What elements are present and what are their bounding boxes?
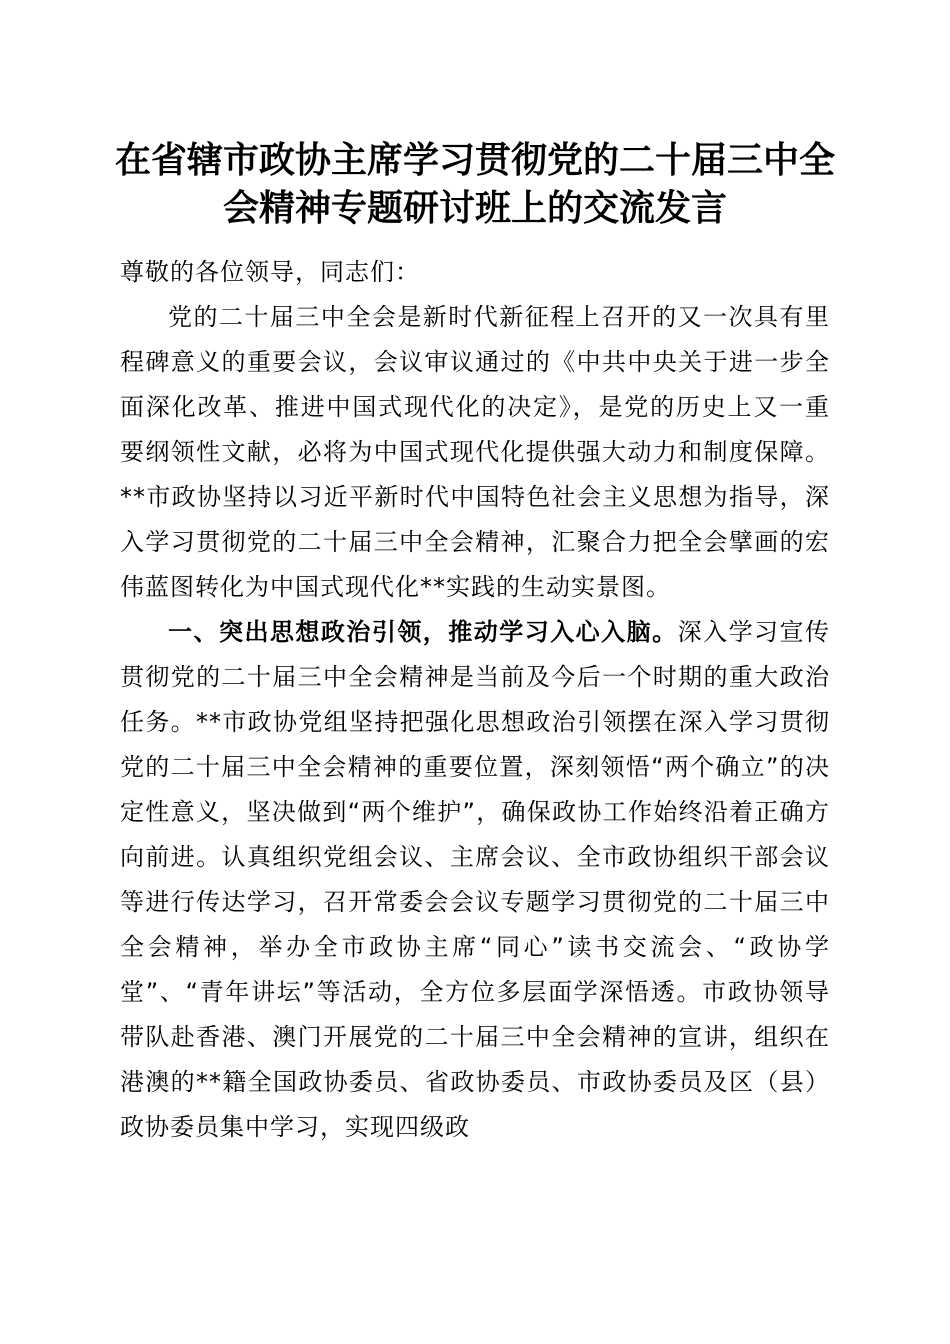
document-title — [100, 136, 850, 232]
title-line-1: 在省辖市政协主席学习贯彻党的二十届三中全 — [114, 139, 835, 181]
section-1-body: 深入学习宣传贯彻党的二十届三中全会精神是当前及今后一个时期的重大政治任务。**市政协党组坚持把强化思想政治引领摆在深入学习贯彻党的二十届三中全会精神的重要位置，深刻领悟“两个确立”的决定性意义，坚决做到“两个维护”，确保政协工作始终沿着正确方向前进。认真组织党组会议、主席会议、全市政协组织干部会议等进行传达学习，召开常委会会议专题学习贯彻党的二十届三中全会精神，举办全市政协主席“同心”读书交流会、“政协学堂”、“青年讲坛”等活动，全方位多层面学深悟透。市政协领导带队赴香港、澳门开展党的二十届三中全会精神的宣讲，组织在港澳的**籍全国政协委员、省政协委员、市政协委员及区（县）政协委员集中学习，实现四级政 — [120, 618, 831, 1141]
salutation: 尊敬的各位领导，同志们： — [120, 258, 420, 286]
section-1-heading: 一、突出思想政治引领，推动学习入心入脑。 — [168, 618, 678, 646]
paragraph-intro: 党的二十届三中全会是新时代新征程上召开的又一次具有里程碑意义的重要会议，会议审议通过的《中共中央关于进一步全面深化改革、推进中国式现代化的决定》，是党的历史上又一重要纲领性文献，必将为中国式现代化提供强大动力和制度保障。**市政协坚持以习近平新时代中国特色社会主义思想为指导，深入学习贯彻党的二十届三中全会精神，汇聚合力把全会擘画的宏伟蓝图转化为中国式现代化**实践的生动实景图。 — [120, 303, 830, 601]
document-body — [120, 250, 830, 1150]
title-line-2: 会精神专题研讨班上的交流发言 — [222, 187, 727, 229]
paragraph-section-1 — [120, 610, 830, 1150]
